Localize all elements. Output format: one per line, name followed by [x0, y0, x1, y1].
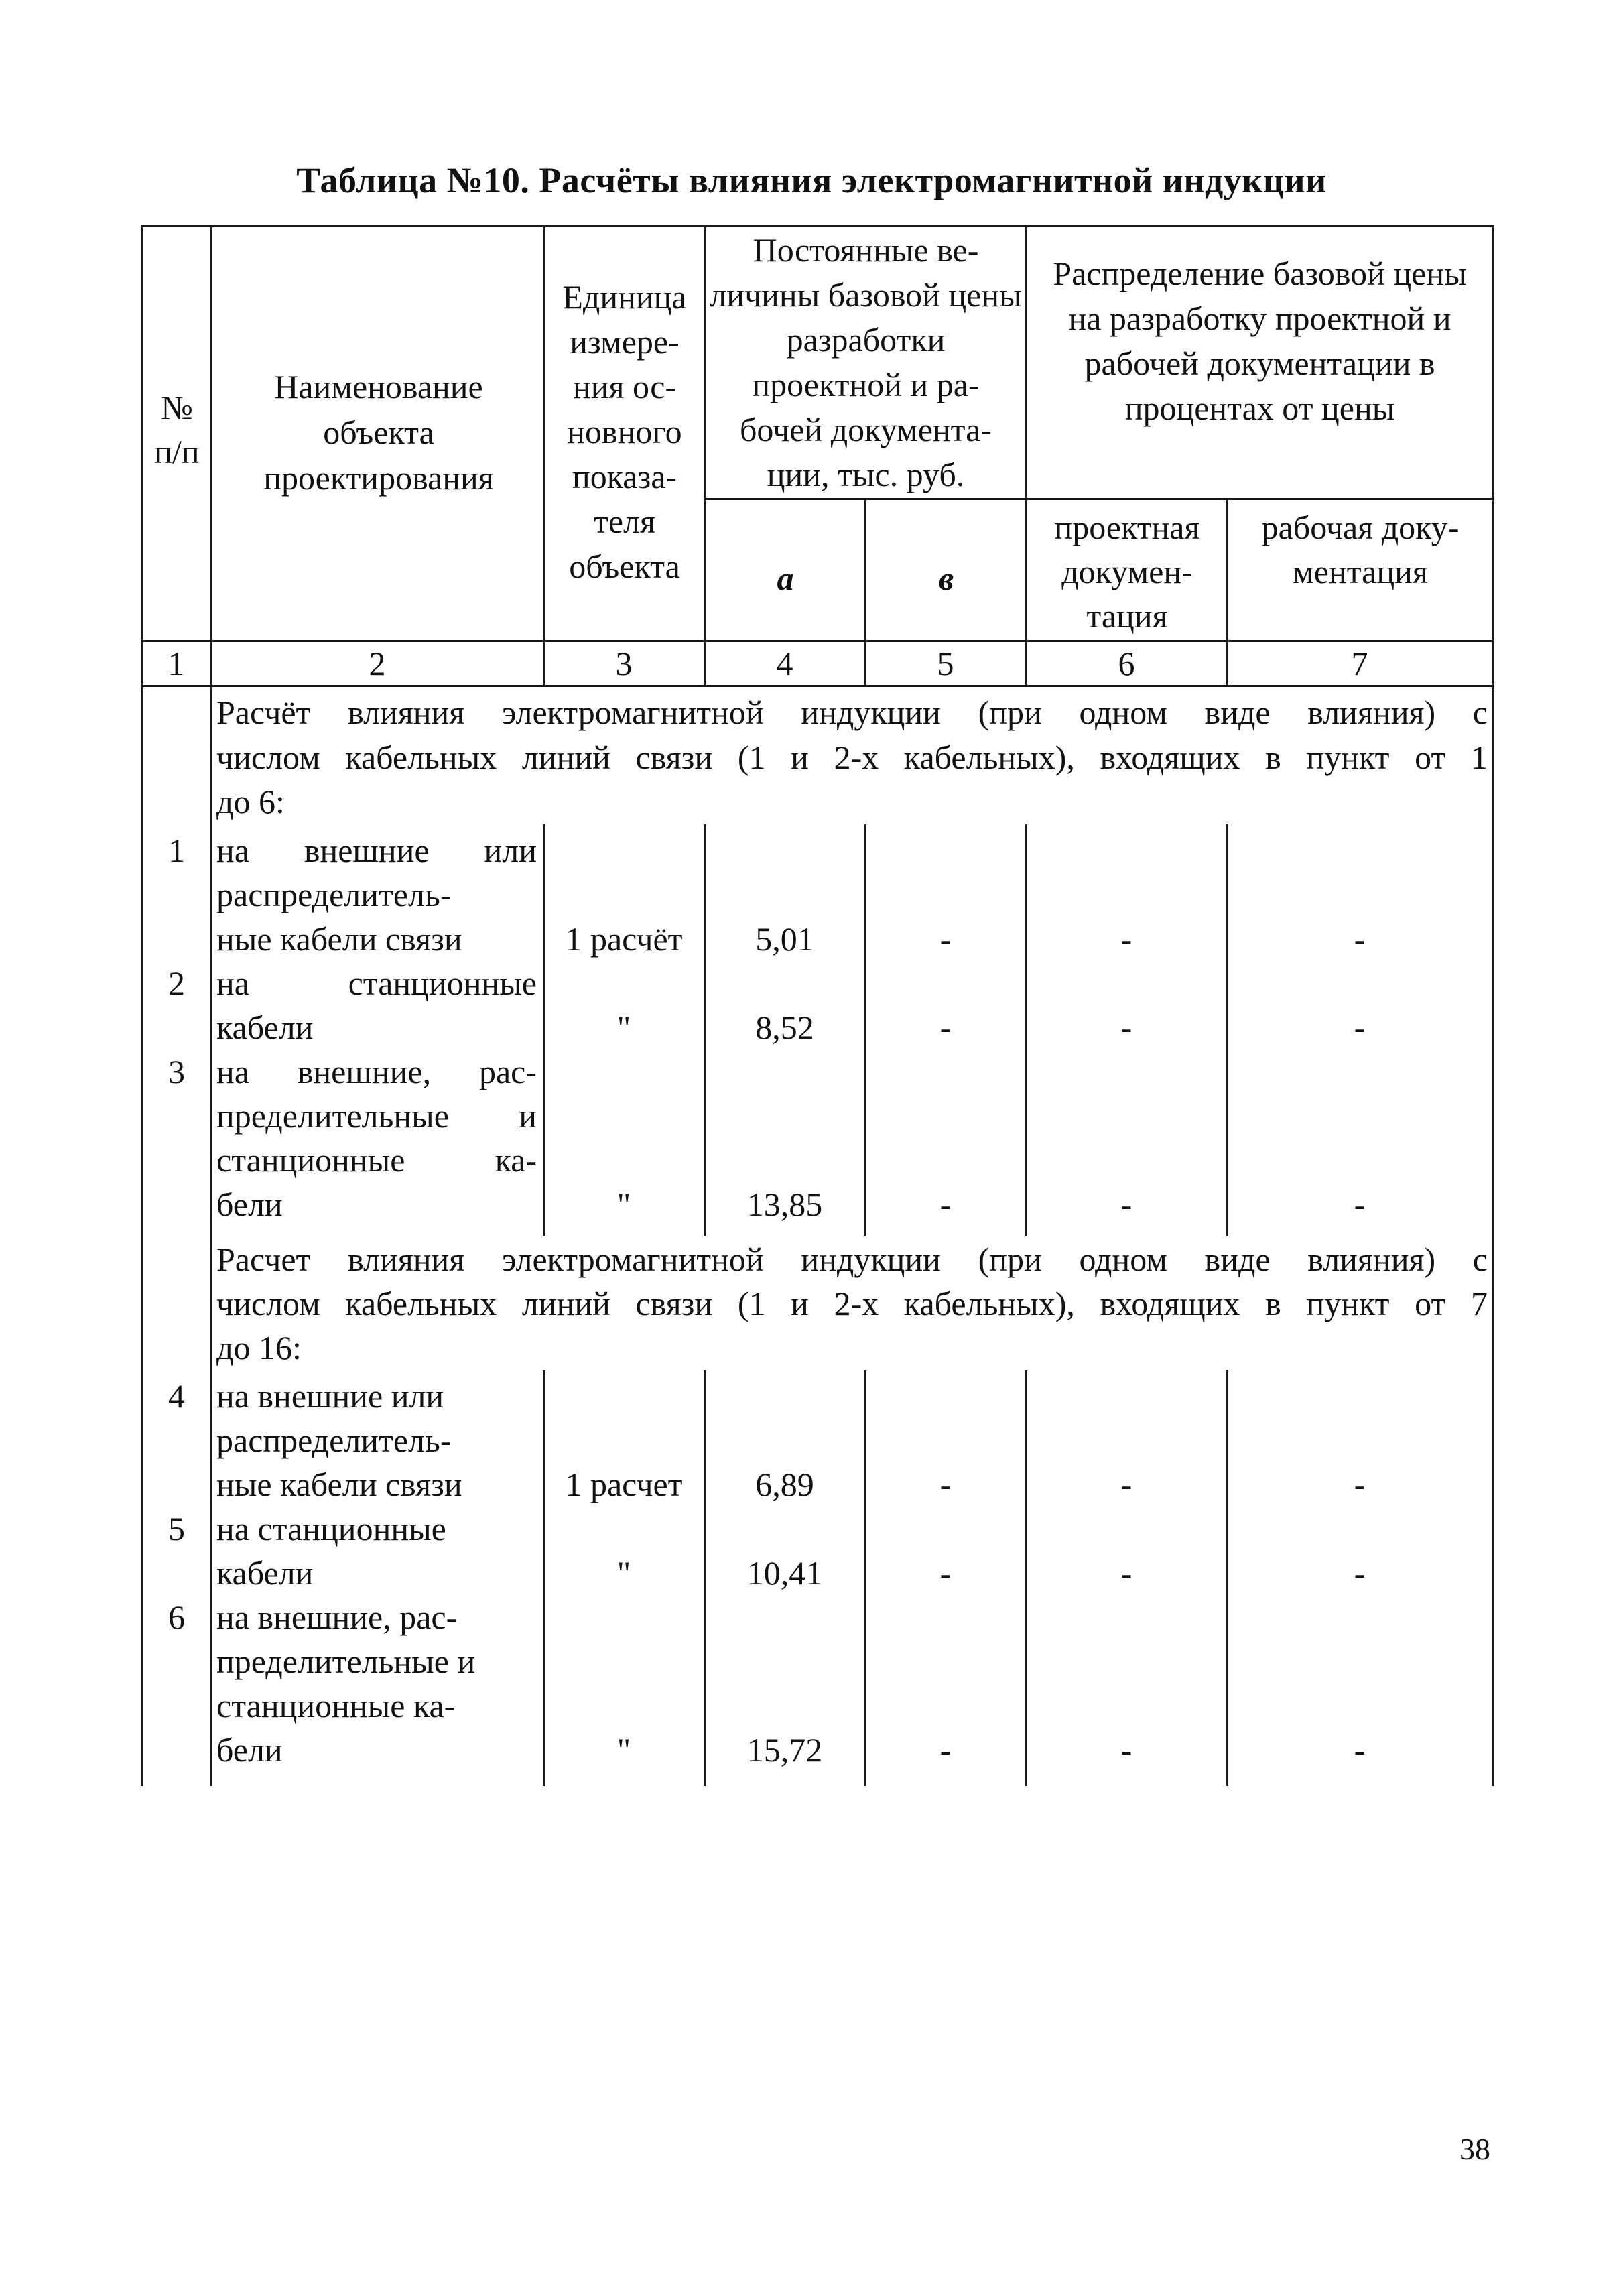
row2-no: 2 [168, 964, 185, 1002]
row6-unit: " [616, 1731, 631, 1769]
table-top-border [141, 225, 1494, 227]
row6-no: 6 [168, 1598, 185, 1636]
row4-a: 6,89 [755, 1466, 814, 1503]
row2-unit: " [616, 1009, 631, 1046]
body-left-border [141, 687, 143, 1786]
row4-c7: - [1354, 1466, 1366, 1503]
row4-name-1: на внешние или [216, 1377, 444, 1415]
row2-c7: - [1354, 1009, 1366, 1046]
colnum-6: 6 [1118, 645, 1135, 682]
row5-c6: - [1120, 1554, 1132, 1592]
row5-name-1: на станционные [216, 1510, 446, 1547]
header-col3: Единица измере- ния ос- новного показа- теля объекта [562, 278, 687, 585]
section2-line3: до 16: [216, 1329, 302, 1366]
row4-b: - [939, 1466, 952, 1503]
page-number: 38 [1459, 2132, 1490, 2166]
section1-line2: числом кабельных линий связи (1 и 2-х кабельных), входящих в пункт от 1 [216, 739, 1488, 776]
row1-a: 5,01 [755, 920, 814, 958]
row3-name-3: станционные ка- [216, 1141, 537, 1179]
row6-b: - [939, 1731, 952, 1769]
row1-no: 1 [168, 832, 185, 869]
row6-c7: - [1354, 1731, 1366, 1769]
row1-unit: 1 расчёт [565, 920, 683, 958]
row5-c7: - [1354, 1554, 1366, 1592]
header-col1: № п/п [154, 389, 200, 470]
row5-name-2: кабели [216, 1554, 314, 1592]
header-col67: Распределение базовой цены на разработку проектной и рабочей документации в процентах от цены [1053, 255, 1467, 427]
row4-name-3: ные кабели связи [216, 1466, 462, 1503]
row1-name-1: на внешние или [216, 832, 537, 869]
row3-unit: " [616, 1186, 631, 1223]
subheader-divider [704, 498, 1494, 500]
row4-name-2: распределитель- [216, 1421, 452, 1459]
page-title: Таблица №10. Расчёты влияния электромагнитной индукции [296, 160, 1327, 200]
row1-name-2: распределитель- [216, 876, 452, 913]
row3-name-4: бели [216, 1186, 283, 1223]
row3-c7: - [1354, 1186, 1366, 1223]
row3-no: 3 [168, 1053, 185, 1090]
section1-line3: до 6: [216, 783, 285, 820]
body-col-divider-1 [210, 687, 212, 1786]
row6-a: 15,72 [746, 1731, 823, 1769]
row2-c6: - [1120, 1009, 1132, 1046]
table-left-border [141, 225, 143, 687]
row1-c7: - [1354, 920, 1366, 958]
row2-name-2: кабели [216, 1009, 314, 1046]
row2-b: - [939, 1009, 952, 1046]
col-divider-2 [543, 225, 545, 687]
colnum-7: 7 [1351, 645, 1368, 682]
row1-name-3: ные кабели связи [216, 920, 462, 958]
row3-name-2: пределительные и [216, 1097, 537, 1135]
colnum-3: 3 [615, 645, 633, 682]
header-col45: Постоянные ве- личины базовой цены разработки проектной и ра- бочей документа- ции, тыс. руб. [710, 231, 1022, 493]
row5-a: 10,41 [746, 1554, 823, 1592]
header-col7: рабочая доку- ментация [1261, 509, 1459, 590]
colnum-1: 1 [168, 645, 185, 682]
col-divider-3 [704, 225, 706, 687]
row6-c6: - [1120, 1731, 1132, 1769]
row3-b: - [939, 1186, 952, 1223]
row1-b: - [939, 920, 952, 958]
row4-no: 4 [168, 1377, 185, 1415]
header-col5: в [938, 560, 954, 597]
row6-name-4: бели [216, 1731, 283, 1769]
row3-c6: - [1120, 1186, 1132, 1223]
colnum-4: 4 [776, 645, 793, 682]
row6-name-2: пределительные и [216, 1643, 476, 1680]
col-divider-5 [1025, 225, 1027, 687]
row5-no: 5 [168, 1510, 185, 1547]
row6-name-3: станционные ка- [216, 1687, 456, 1724]
header-col2: Наименование объекта проектирования [263, 368, 494, 497]
table-right-border [1492, 225, 1494, 687]
colnum-5: 5 [937, 645, 954, 682]
colnum-2: 2 [369, 645, 386, 682]
header-col4: а [777, 560, 794, 597]
row3-name-1: на внешние, рас- [216, 1053, 537, 1090]
row1-c6: - [1120, 920, 1132, 958]
header-col6: проектная докумен- тация [1054, 509, 1200, 635]
row3-a: 13,85 [746, 1186, 823, 1223]
row4-unit: 1 расчет [565, 1466, 683, 1503]
row4-c6: - [1120, 1466, 1132, 1503]
row2-a: 8,52 [755, 1009, 814, 1046]
section2-line2: числом кабельных линий связи (1 и 2-х кабельных), входящих в пункт от 7 [216, 1285, 1488, 1322]
section2-line1: Расчет влияния электромагнитной индукции (при одном виде влияния) с [216, 1240, 1488, 1278]
row2-name-1: на станционные [216, 964, 537, 1002]
section1-line1: Расчёт влияния электромагнитной индукции (при одном виде влияния) с [216, 694, 1488, 731]
row5-unit: " [616, 1554, 631, 1592]
row5-b: - [939, 1554, 952, 1592]
row6-name-1: на внешние, рас- [216, 1598, 458, 1636]
body-right-border [1492, 687, 1494, 1786]
col-divider-1 [210, 225, 212, 687]
